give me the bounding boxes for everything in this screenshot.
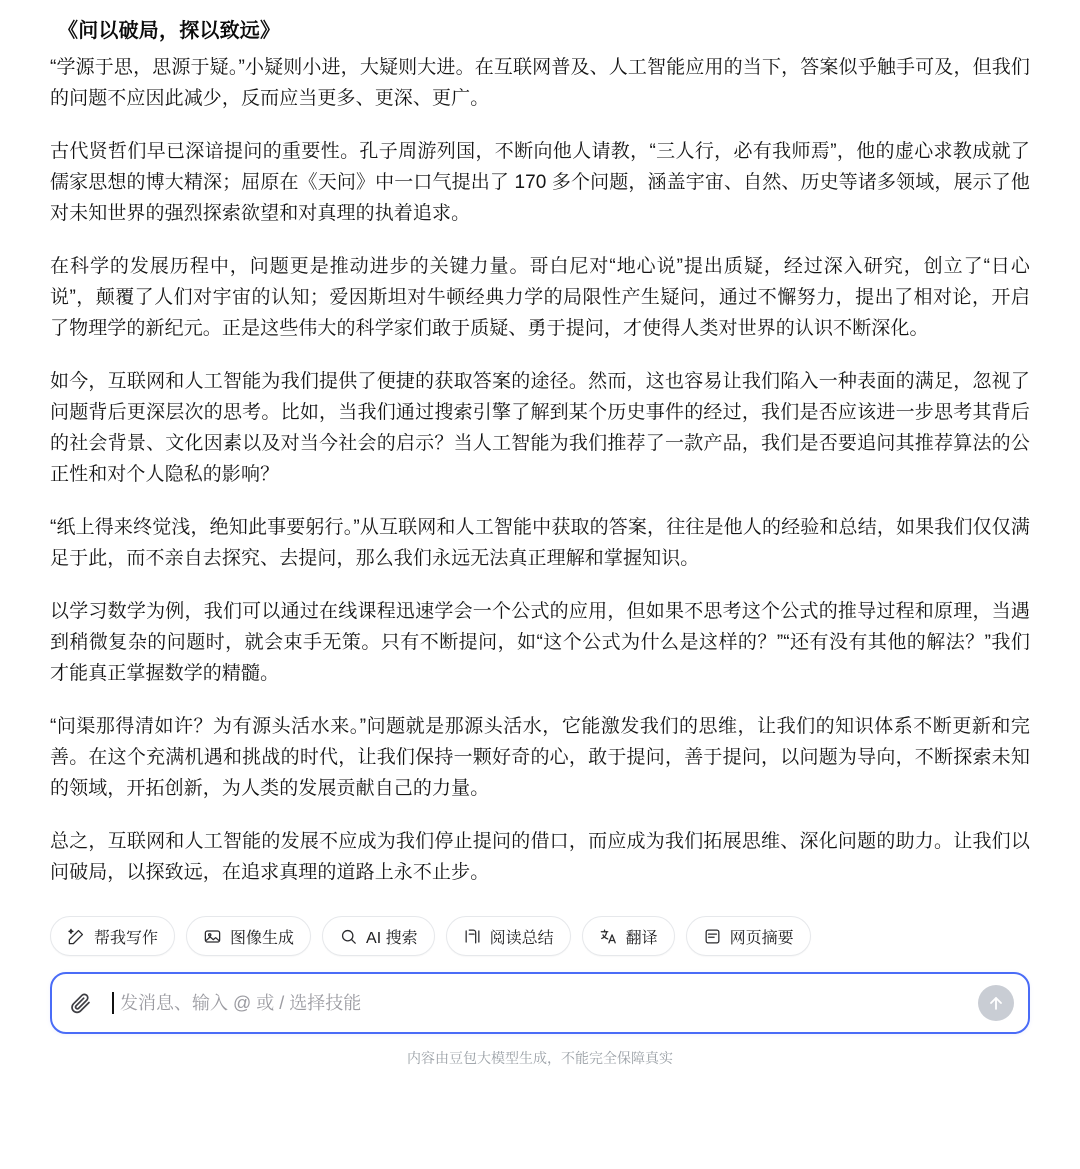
paragraph: 总之，互联网和人工智能的发展不应成为我们停止提问的借口，而应成为我们拓展思维、深化问题的助力。让我们以问破局，以探致远，在追求真理的道路上永不止步。: [50, 831, 1030, 883]
paragraph: “学源于思，思源于疑。”小疑则小进，大疑则大进。在互联网普及、人工智能应用的当下，答案似乎触手可及，但我们的问题不应因此减少，反而应当更多、更深、更广。: [50, 57, 1030, 109]
disclaimer-text: 内容由豆包大模型生成，不能完全保障真实: [407, 1050, 673, 1066]
text-cursor: [112, 992, 114, 1014]
paperclip-icon[interactable]: [68, 990, 94, 1016]
chip-label: 阅读总结: [489, 929, 554, 947]
message-input[interactable]: [120, 993, 968, 1014]
chip-label: 图像生成: [230, 929, 295, 947]
chip-label: AI 搜索: [366, 929, 418, 947]
paragraph: 古代贤哲们早已深谙提问的重要性。孔子周游列国，不断向他人请教，“三人行，必有我师焉”，他的虚心求教成就了儒家思想的博大精深；屈原在《天问》中一口气提出了 170 多个问题，涵盖宇宙、自然、历史等诸多领域，展示了他对未知世界的强烈探索欲望和对真理的执着追求。: [50, 141, 1030, 224]
pencil-sparkle-icon: [67, 927, 86, 946]
chip-reading-summary[interactable]: [446, 916, 571, 956]
search-sparkle-icon: [339, 927, 358, 946]
paragraph: “纸上得来终觉浅，绝知此事要躬行。”从互联网和人工智能中获取的答案，往往是他人的经验和总结，如果我们仅仅满足于此，而不亲自去探究、去提问，那么我们永远无法真正理解和掌握知识。: [50, 517, 1030, 569]
chip-translate[interactable]: [582, 916, 675, 956]
composer-area: [50, 956, 1030, 1034]
chip-label: 网页摘要: [729, 929, 794, 947]
chip-label: 帮我写作: [94, 929, 159, 947]
image-icon: [203, 927, 222, 946]
book-summary-icon: [463, 927, 482, 946]
paragraph: “问渠那得清如许？为有源头活水来。”问题就是那源头活水，它能激发我们的思维，让我们的知识体系不断更新和完善。在这个充满机遇和挑战的时代，让我们保持一颗好奇的心，敢于提问，善于提问，以问题为导向，不断探索未知的领域，开拓创新，为人类的发展贡献自己的力量。: [50, 716, 1030, 799]
message-composer[interactable]: [50, 972, 1030, 1034]
chip-label: 翻译: [625, 929, 658, 947]
paragraph: 在科学的发展历程中，问题更是推动进步的关键力量。哥白尼对“地心说”提出质疑，经过深入研究，创立了“日心说”，颠覆了人们对宇宙的认知；爱因斯坦对牛顿经典力学的局限性产生疑问，通过不懈努力，提出了相对论，开启了物理学的新纪元。正是这些伟大的科学家们敢于质疑、勇于提问，才使得人类对世界的认识不断深化。: [50, 256, 1030, 339]
send-button[interactable]: [978, 985, 1014, 1021]
suggestion-chips: [50, 906, 1030, 956]
chip-webpage-summary[interactable]: [686, 916, 811, 956]
translate-icon: [599, 927, 618, 946]
webpage-icon: [703, 927, 722, 946]
chip-ai-search[interactable]: [322, 916, 435, 956]
chip-write-for-me[interactable]: [50, 916, 175, 956]
paragraph: 以学习数学为例，我们可以通过在线课程迅速学会一个公式的应用，但如果不思考这个公式的推导过程和原理，当遇到稍微复杂的问题时，就会束手无策。只有不断提问，如“这个公式为什么是这样的？”“还有没有其他的解法？”我们才能真正掌握数学的精髓。: [50, 601, 1030, 684]
chip-image-generation[interactable]: [186, 916, 311, 956]
page-title: 《问以破局，探以致远》: [58, 20, 281, 42]
paragraph: 如今，互联网和人工智能为我们提供了便捷的获取答案的途径。然而，这也容易让我们陷入一种表面的满足，忽视了问题背后更深层次的思考。比如，当我们通过搜索引擎了解到某个历史事件的经过，我们是否应该进一步思考其背后的社会背景、文化因素以及对当今社会的启示？当人工智能为我们推荐了一款产品，我们是否要追问其推荐算法的公正性和对个人隐私的影响？: [50, 371, 1030, 485]
